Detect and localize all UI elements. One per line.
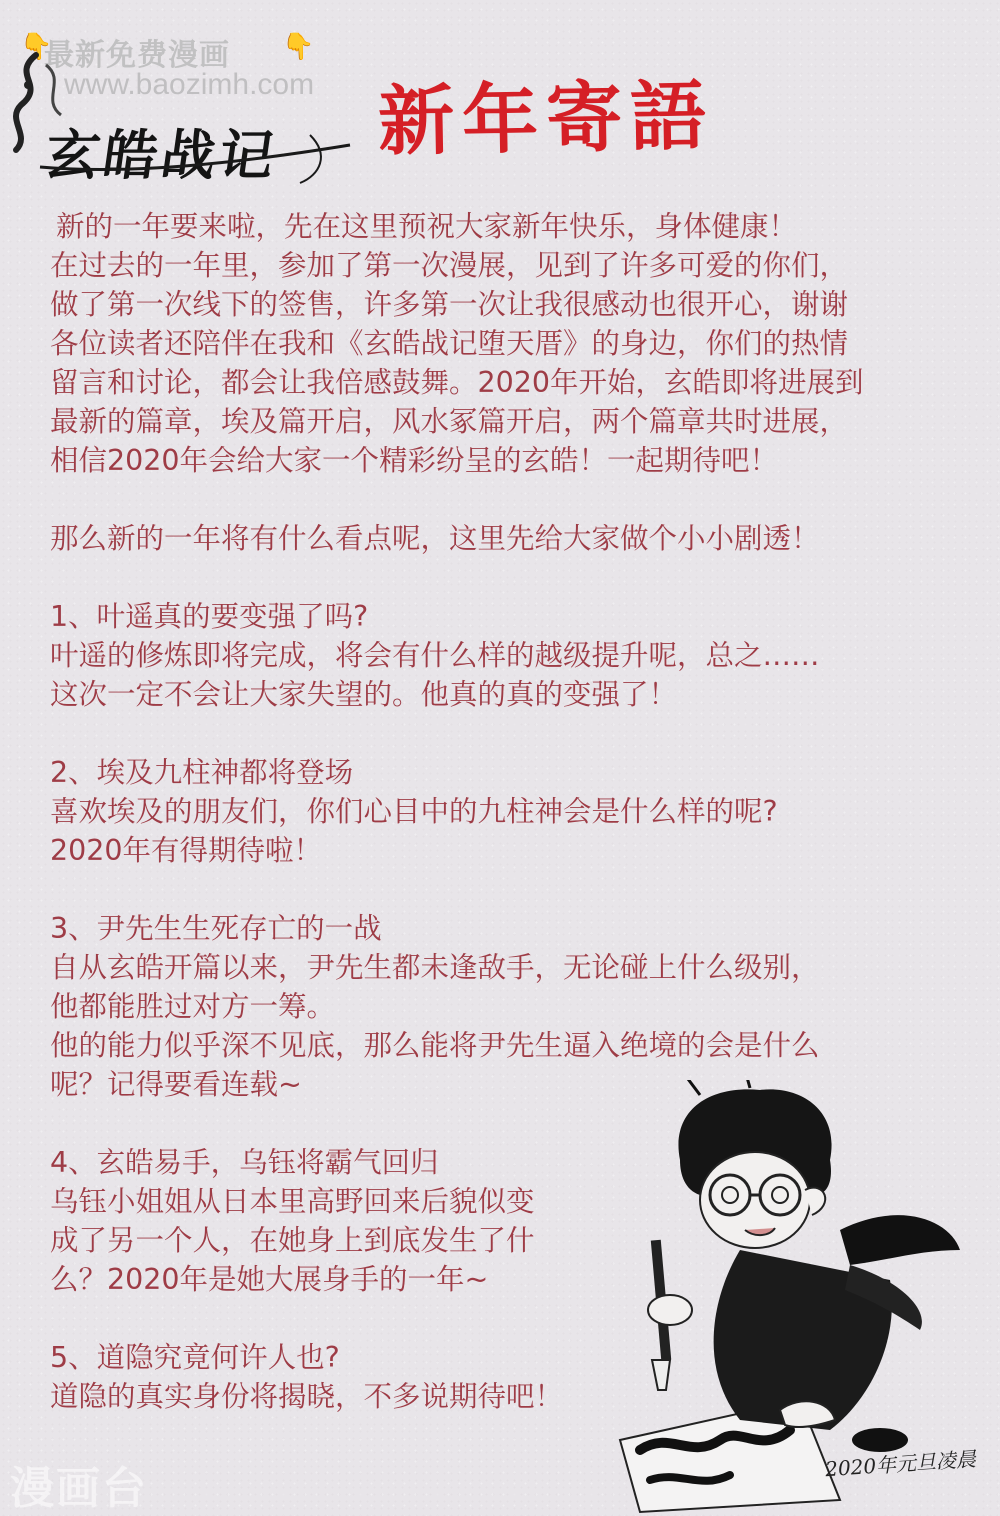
text-line: 新的一年要来啦，先在这里预祝大家新年快乐，身体健康！ bbox=[56, 210, 798, 243]
intro-line: 那么新的一年将有什么看点呢，这里先给大家做个小小剧透！ bbox=[50, 522, 820, 555]
text-line: 这次一定不会让大家失望的。他真的真的变强了！ bbox=[50, 678, 678, 711]
text-line: 各位读者还陪伴在我和《玄皓战记堕天厝》的身边，你们的热情 bbox=[50, 327, 849, 360]
item-heading: 2、埃及九柱神都将登场 bbox=[50, 756, 354, 789]
logo-text: 玄皓战记 bbox=[41, 123, 283, 187]
text-line: 自从玄皓开篇以来，尹先生都未逢敌手，无论碰上什么级别， bbox=[50, 951, 820, 984]
item-heading: 4、玄皓易手，乌钰将霸气回归 bbox=[50, 1146, 439, 1179]
text-line: 在过去的一年里，参加了第一次漫展，见到了许多可爱的你们， bbox=[50, 249, 849, 282]
watermark-line2: www.baozimh.com bbox=[64, 68, 315, 101]
item-heading: 5、道隐究竟何许人也? bbox=[50, 1341, 340, 1374]
text-line: 相信2020年会给大家一个精彩纷呈的玄皓！一起期待吧！ bbox=[50, 444, 779, 477]
item-heading: 3、尹先生生死存亡的一战 bbox=[50, 912, 382, 945]
text-line: 乌钰小姐姐从日本里高野回来后貌似变 bbox=[50, 1185, 535, 1218]
page-title: 新年寄語 bbox=[377, 71, 715, 166]
series-logo bbox=[10, 105, 360, 185]
item-heading: 1、叶遥真的要变强了吗? bbox=[50, 600, 369, 633]
text-line: 他都能胜过对方一筹。 bbox=[50, 990, 336, 1023]
text-line: 呢？记得要看连载~ bbox=[50, 1068, 302, 1101]
pointing-hand-icon: 👇 bbox=[20, 32, 53, 62]
text-line: 2020年有得期待啦！ bbox=[50, 834, 323, 867]
text-line: 喜欢埃及的朋友们，你们心目中的九柱神会是什么样的呢? bbox=[50, 795, 778, 828]
text-line: 留言和讨论，都会让我倍感鼓舞。2020年开始，玄皓即将进展到 bbox=[50, 366, 864, 399]
text-line: 最新的篇章，埃及篇开启，风水冢篇开启，两个篇章共时进展， bbox=[50, 405, 849, 438]
date-signature: 2020年元旦凌晨 bbox=[824, 1446, 977, 1482]
brush-strokes-icon bbox=[10, 105, 360, 185]
text-line: 么？2020年是她大展身手的一年~ bbox=[50, 1263, 489, 1296]
text-line: 做了第一次线下的签售，许多第一次让我很感动也很开心，谢谢 bbox=[50, 288, 849, 321]
text-line: 叶遥的修炼即将完成，将会有什么样的越级提升呢，总之…… bbox=[50, 639, 820, 672]
watermark-bottom: 漫画台 bbox=[10, 1463, 148, 1514]
pointing-hand-icon: 👇 bbox=[282, 32, 315, 62]
text-line: 他的能力似乎深不见底，那么能将尹先生逼入绝境的会是什么 bbox=[50, 1029, 820, 1062]
watermark-line1: 最新免费漫画 bbox=[44, 38, 230, 73]
text-line: 道隐的真实身份将揭晓，不多说期待吧！ bbox=[50, 1380, 564, 1413]
text-line: 成了另一个人，在她身上到底发生了什 bbox=[50, 1224, 535, 1257]
